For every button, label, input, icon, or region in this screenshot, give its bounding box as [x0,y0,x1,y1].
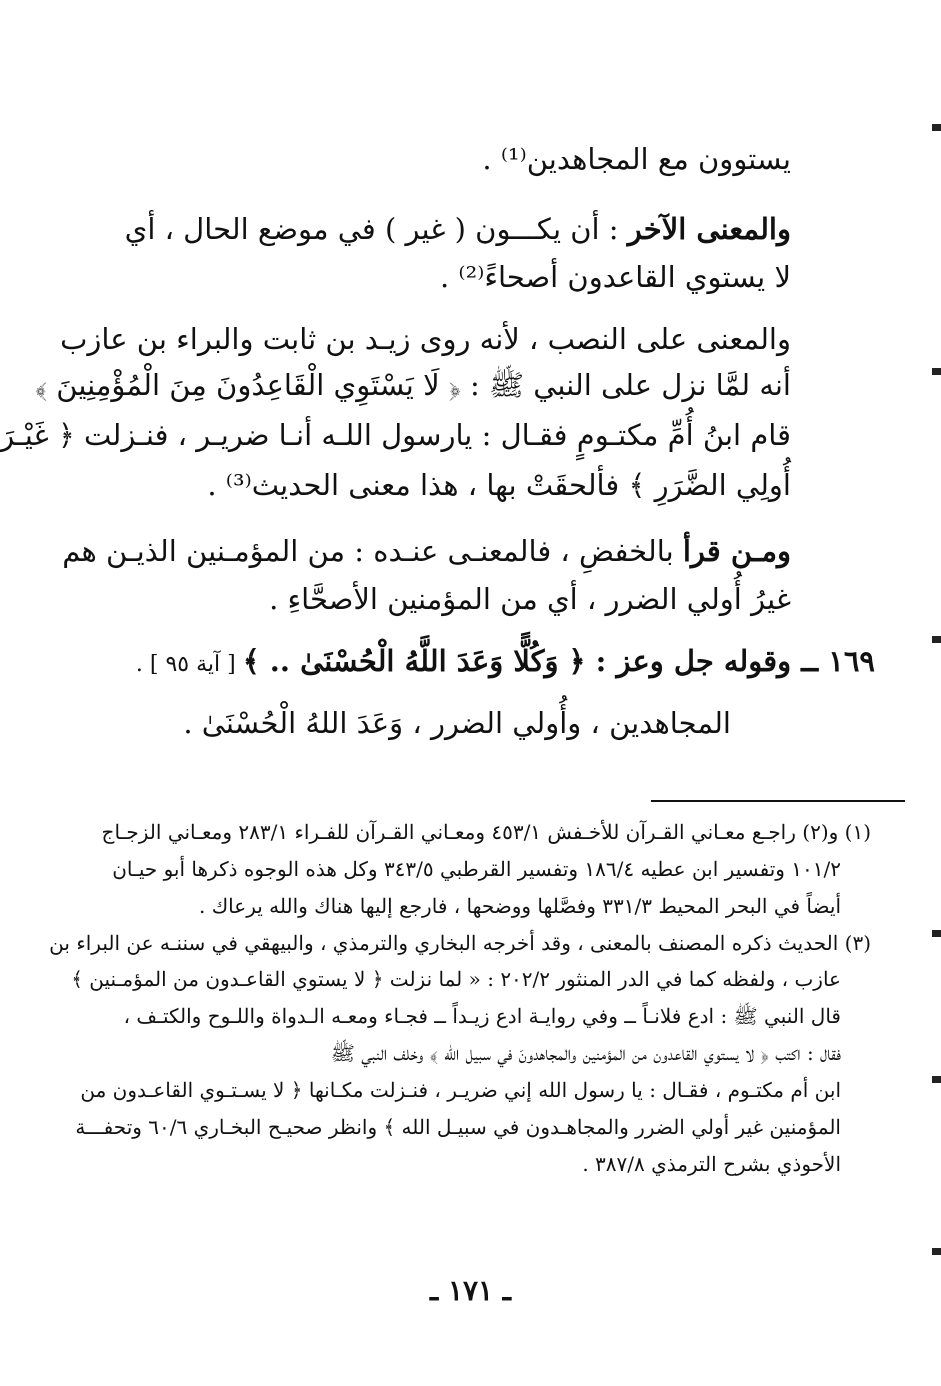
text-line-5: أنه لمَّا نزل على النبي ﷺ : ﴿ لَا يَسْتَوِي الْقَاعِدُونَ مِنَ الْمُؤْمِنِينَ ﴾ [35,368,791,402]
footnote-line-5: عازب ، ولفظه كما في الدر المنثور ٢٠٢/٢ : « لما نزلت ﴿ لا يستوي القاعـدون من المؤمـنين ﴾ [71,967,841,991]
text-line-1: يستوون مع المجاهدين⁽¹⁾ . [482,142,791,176]
footnote-line-7: فقال : اكتب ﴿ لا يستوي القاعدون من المؤمنين والمجاهدونَ في سبيل الله ﴾ وخلف النبي ﷺ [330,1041,841,1065]
text-line-3: لا يستوي القاعدون أصحاءً⁽²⁾ . [440,260,791,294]
text-line-4: والمعنى على النصب ، لأنه روى زيـد بن ثابت والبراء بن عازب [60,322,791,356]
edge-mark-6 [932,1248,941,1255]
entry-169-heading: ١٦٩ ــ وقوله جل وعز : ﴿ وَكُلًّا وَعَدَ اللَّهُ الْحُسْنَىٰ .. ﴾ [242,644,875,678]
edge-mark-2 [932,368,941,375]
text-line-7: أُولِي الضَّرَرِ ﴾ فألحقَتْ بها ، هذا معنى الحديث⁽³⁾ . [207,468,791,502]
footnote-line-2: ١٠١/٢ وتفسير ابن عطيه ١٨٦/٤ وتفسير القرطبي ٣٤٣/٥ وكل هذه الوجوه ذكرها أبو حيـان [112,857,841,881]
text-line-8-rest: بالخفضِ ، فالمعنـى عنـده : من المؤمـنين الذيـن هم [62,534,683,568]
text-line-10 [136,644,875,678]
footnote-line-1: (١) و(٢) راجـع معـاني القـرآن للأخـفش ٤٥٣/١ ومعـاني القـرآن للفـراء ٢٨٣/١ ومعـاني الزجـاج [101,820,871,844]
text-line-11: المجاهدين ، وأُولي الضرر ، وَعَدَ اللهُ الْحُسْنَىٰ . [183,706,731,740]
heading-other-meaning: والمعنى الآخر [627,212,791,246]
edge-mark-1 [932,124,941,131]
text-line-2-rest: : أن يكـــون ( غير ) في موضع الحال ، أي [124,212,628,246]
footnote-line-6: قال النبي ﷺ : ادع فلانـاً ــ وفي روايـة ادع زيـداً ــ فجـاء ومعـه الـدواة واللـوح والكتـف ، [123,1004,841,1028]
edge-mark-5 [932,1076,941,1083]
text-line-8 [62,534,791,568]
footnote-line-3: أيضاً في البحر المحيط ٣٣١/٣ وفصَّلها ووضحها ، فارجع إليها هناك والله يرعاك . [198,894,841,918]
footnote-line-9: المؤمنين غير أولي الضرر والمجاهـدون في سبيـل الله ﴾ وانظر صحيـح البخـاري ٦٠/٦ وتحفـــة [75,1115,841,1139]
text-line-2 [125,212,791,246]
text-line-6: قام ابنُ أُمِّ مكتـومٍ فقـال : يارسول اللـه أنـا ضريـر ، فنـزلت ﴿ غَيْـرَ [0,418,791,452]
text-line-9: غيرُ أُولي الضرر ، أي من المؤمنين الأصحَّاءِ . [269,582,791,616]
edge-mark-3 [932,636,941,643]
page-number: ـ ١٧١ ـ [429,1274,512,1307]
footnote-line-8: ابن أم مكتـوم ، فقـال : يا رسول الله إني ضريـر ، فنـزلت مكـانها ﴿ لا يسـتـوي القاعـدون من [80,1078,841,1102]
verse-reference: [ آية ٩٥ ] . [135,652,243,677]
edge-mark-4 [932,930,941,937]
footnote-divider [651,800,905,802]
footnote-line-10: الأحوذي بشرح الترمذي ٣٨٧/٨ . [582,1152,841,1176]
footnote-line-4: (٣) الحديث ذكره المصنف بالمعنى ، وقد أخرجه البخاري والترمذي ، والبيهقي في سننـه عن البراء بن [49,931,871,955]
heading-whoever-read: ومـن قرأ [682,534,791,568]
